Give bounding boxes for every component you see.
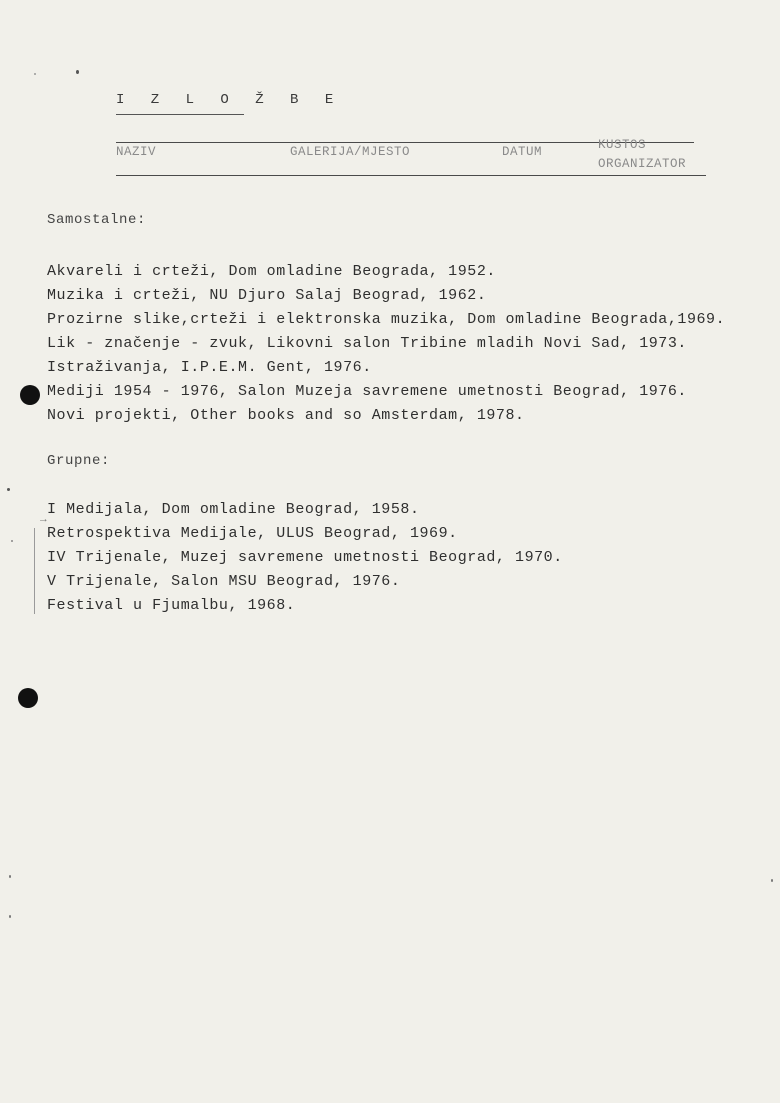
header-datum: DATUM — [502, 145, 543, 159]
paper-speck — [34, 73, 36, 75]
section-label-grupne: Grupne: — [47, 453, 111, 469]
list-item: Muzika i crteži, NU Djuro Salaj Beograd, 1962. — [47, 287, 487, 304]
paper-speck — [9, 875, 11, 878]
samostalne-list — [47, 260, 725, 428]
header-galerija-mjesto: GALERIJA/MJESTO — [290, 145, 411, 159]
list-item: I Medijala, Dom omladine Beograd, 1958. — [47, 501, 420, 518]
paper-speck — [7, 488, 10, 491]
list-item: V Trijenale, Salon MSU Beograd, 1976. — [47, 573, 401, 590]
paper-speck — [771, 879, 773, 882]
header-naziv: NAZIV — [116, 145, 157, 159]
paper-speck — [76, 70, 79, 74]
header-organizator: ORGANIZATOR — [598, 157, 687, 171]
list-item: Prozirne slike,crteži i elektronska muzika, Dom omladine Beograda,1969. — [47, 311, 726, 328]
list-item: Istraživanja, I.P.E.M. Gent, 1976. — [47, 359, 372, 376]
document-title: I Z L O Ž B E — [116, 92, 343, 108]
list-item: Mediji 1954 - 1976, Salon Muzeja savremene umetnosti Beograd, 1976. — [47, 383, 687, 400]
list-item: Lik - značenje - zvuk, Likovni salon Tribine mladih Novi Sad, 1973. — [47, 335, 687, 352]
list-item: Akvareli i crteži, Dom omladine Beograda, 1952. — [47, 263, 496, 280]
table-header-bottom-rule — [116, 175, 706, 176]
margin-bracket-mark — [34, 528, 45, 614]
paper-speck — [11, 540, 13, 542]
header-kustos: KUSTOS — [598, 138, 647, 152]
grupne-list — [47, 498, 563, 618]
paper-speck — [9, 915, 11, 918]
margin-arrow-mark: → — [40, 514, 47, 526]
section-label-samostalne: Samostalne: — [47, 212, 147, 228]
title-underline — [116, 114, 244, 115]
list-item: Novi projekti, Other books and so Amsterdam, 1978. — [47, 407, 525, 424]
list-item: Retrospektiva Medijale, ULUS Beograd, 1969. — [47, 525, 458, 542]
punch-hole — [20, 385, 40, 405]
list-item: IV Trijenale, Muzej savremene umetnosti Beograd, 1970. — [47, 549, 563, 566]
list-item: Festival u Fjumalbu, 1968. — [47, 597, 296, 614]
punch-hole — [18, 688, 38, 708]
